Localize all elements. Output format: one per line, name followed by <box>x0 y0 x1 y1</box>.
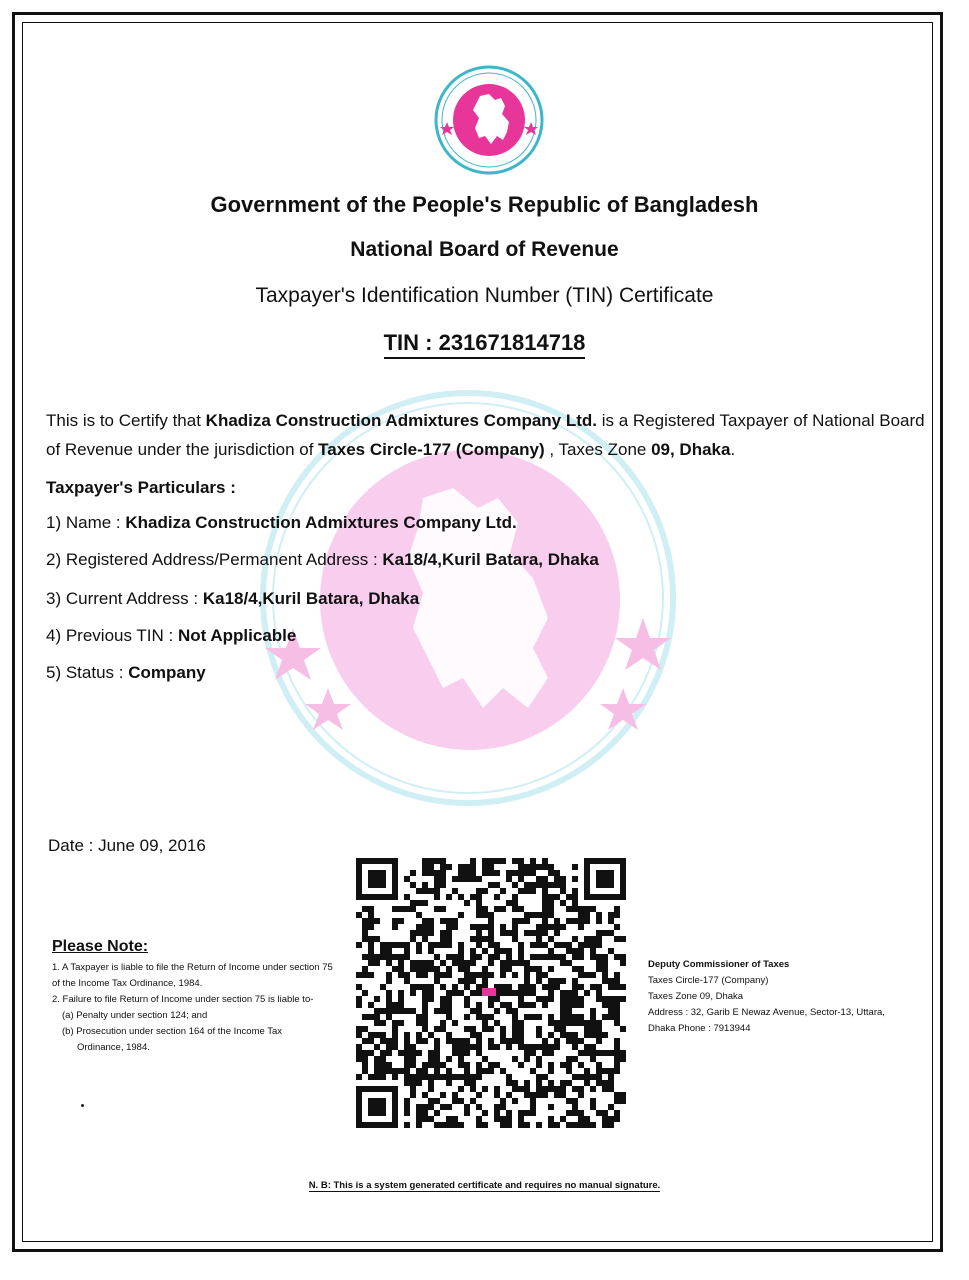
particular-label: 5) Status : <box>46 663 129 682</box>
particular-label: 3) Current Address : <box>46 589 203 608</box>
stray-dot <box>81 1104 84 1107</box>
office-phone: Dhaka Phone : 7913944 <box>648 1023 751 1034</box>
tin-number: 231671814718 <box>438 330 586 355</box>
office-circle: Taxes Circle-177 (Company) <box>648 975 769 986</box>
office-address: Address : 32, Garib E Newaz Avenue, Sector-13, Uttara, <box>648 1007 885 1018</box>
note-line-4a: (b) Prosecution under section 164 of the Income Tax <box>62 1026 283 1037</box>
note-title: Please Note: <box>52 938 149 955</box>
board-heading: National Board of Revenue <box>350 238 619 261</box>
certificate-title: Taxpayer's Identification Number (TIN) Certificate <box>255 284 714 307</box>
footer-note <box>0 1180 969 1191</box>
particular-label: 2) Registered Address/Permanent Address : <box>46 550 383 569</box>
issue-date: Date : June 09, 2016 <box>48 836 206 855</box>
particular-current-address <box>46 589 419 609</box>
office-zone: Taxes Zone 09, Dhaka <box>648 991 744 1002</box>
note-line-4b: Ordinance, 1984. <box>77 1042 150 1053</box>
particular-registered-address <box>46 550 599 570</box>
cert-text-2: is a Registered Taxpayer of National Board of Revenue under the jurisdiction of <box>46 411 925 459</box>
tin-heading <box>0 330 969 356</box>
bangladesh-government-seal <box>433 64 545 176</box>
particular-value: Company <box>128 663 206 682</box>
particular-status <box>46 663 206 683</box>
particular-label: 1) Name : <box>46 513 126 532</box>
tin-label: TIN : <box>383 330 433 355</box>
office-title: Deputy Commissioner of Taxes <box>648 959 790 970</box>
particular-value: Ka18/4,Kuril Batara, Dhaka <box>382 550 599 569</box>
cert-text-3: , Taxes Zone <box>544 440 652 459</box>
cert-text-1: This is to Certify that <box>46 411 206 430</box>
certification-paragraph <box>46 406 926 464</box>
note-body <box>52 960 342 1056</box>
particular-label: 4) Previous TIN : <box>46 626 178 645</box>
government-heading: Government of the People's Republic of Bangladesh <box>210 192 759 217</box>
note-line-2: 2. Failure to file Return of Income under section 75 is liable to- <box>52 994 314 1005</box>
cert-zone: 09, Dhaka <box>651 440 731 459</box>
cert-circle: Taxes Circle-177 (Company) <box>318 440 545 459</box>
footer-note-text: N. B: This is a system generated certificate and requires no manual signature. <box>308 1180 661 1191</box>
qr-code <box>356 858 626 1128</box>
particular-previous-tin <box>46 626 296 646</box>
particular-value: Ka18/4,Kuril Batara, Dhaka <box>202 589 420 608</box>
cert-text-4: . <box>730 440 736 459</box>
note-line-1: 1. A Taxpayer is liable to file the Return of Income under section 75 of the Income Tax Ordinance, 1984. <box>52 962 333 989</box>
particular-value: Not Applicable <box>177 626 297 645</box>
particular-value: Khadiza Construction Admixtures Company Ltd. <box>125 513 517 532</box>
cert-company: Khadiza Construction Admixtures Company Ltd. <box>205 411 598 430</box>
particular-name <box>46 513 517 533</box>
note-line-3: (a) Penalty under section 124; and <box>62 1010 208 1021</box>
tax-office-block <box>648 957 938 1037</box>
particulars-heading: Taxpayer's Particulars : <box>46 478 236 497</box>
